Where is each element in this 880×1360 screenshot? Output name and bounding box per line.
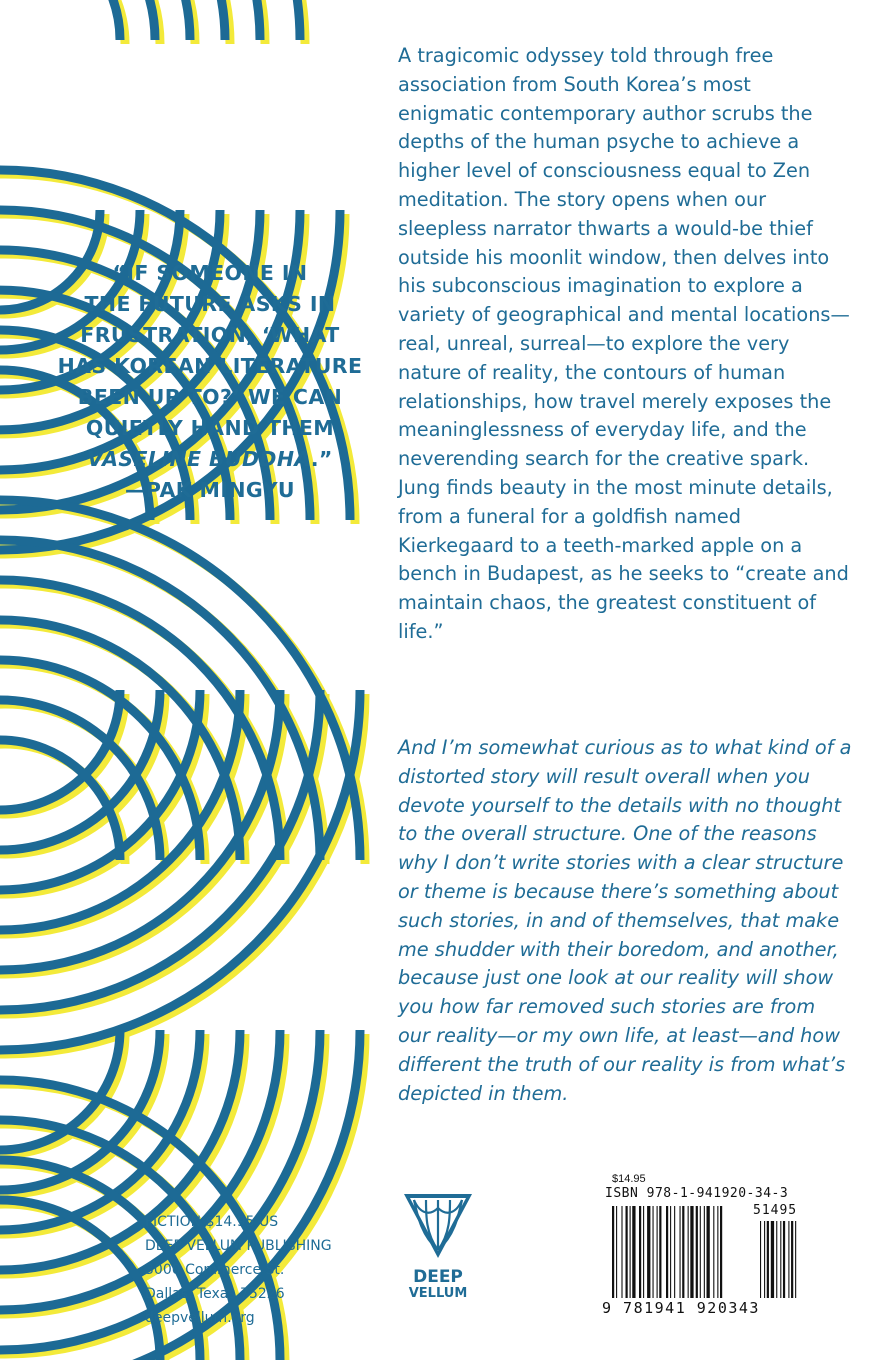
pull-quote-line: “IF SOMEONE IN (112, 261, 308, 285)
yellow-arc (0, 0, 125, 44)
isbn-barcode (600, 1168, 812, 1323)
excerpt-paragraph: And I’m somewhat curious as to what kind of a distorted story will result overall when you devote yourself to the details with no thought to the overall structure. One of the reasons why I don’t write stories with a clear structure or theme is because there’s something about such stories, in and of themselves, that make me shudder with their boredom, and another, because just one look at our reality will show you how far removed such stories are from our reality—or my own life, at least—and how different the truth of our reality is from what’s depicted in them. (398, 736, 852, 1105)
pull-quote-title-line (40, 444, 380, 475)
book-description (398, 42, 850, 647)
pull-quote (40, 258, 380, 506)
book-excerpt (398, 734, 853, 1108)
yellow-arc (0, 0, 160, 44)
logo-word-vellum: VELLUM (408, 1286, 468, 1301)
isbn-number: ISBN 978-1-941920-34-3 (605, 1186, 789, 1201)
publisher-street: 3000 Commerce St. (145, 1262, 285, 1278)
pull-quote-attribution: —PAK MINGYU (125, 478, 295, 502)
nib-fan-logo-icon (400, 1188, 476, 1262)
description-paragraph: A tragicomic odyssey told through free association from South Korea’s most enigmatic contemporary author scrubs the depths of the human psyche to achieve a higher level of consciousness equal to Zen meditation. The story opens when our sleepless narrator thwarts a would-be thief outside his moonlit window, then delves into his subconscious imagination to explore a variety of geographical and mental locations—real, unreal, surreal—to explore the very nature of reality, the contours of human relationships, how travel merely exposes the meaninglessness of everyday life, and the neverending search for the creative spark. Jung finds beauty in the most minute details, from a funeral for a goldfish named Kierkegaard to a teeth-marked apple on a bench in Budapest, as he seeks to “create and maintain chaos, the greatest constituent of life.” (398, 44, 850, 643)
price-addon-code: 51495 (753, 1203, 798, 1218)
pull-quote-line: THE FUTURE ASKS IN (84, 292, 336, 316)
barcode-digits: 9 781941 920343 (602, 1299, 760, 1317)
publisher-city: Dallas, Texas 75226 (145, 1286, 285, 1302)
deep-vellum-logo (398, 1188, 478, 1318)
blue-arc (0, 0, 120, 40)
pull-quote-close: .” (310, 447, 333, 471)
yellow-arc (0, 0, 195, 44)
pull-quote-line: FRUSTRATION, ‘WHAT (80, 323, 340, 347)
publisher-imprint (145, 1210, 332, 1330)
category-price: FICTION $14.95 US (145, 1214, 279, 1230)
pull-quote-line: HAS KOREAN LITERATURE (57, 354, 363, 378)
logo-word-deep: DEEP (413, 1267, 463, 1287)
barcode-price: $14.95 (612, 1173, 646, 1185)
publisher-name: DEEP VELLUM PUBLISHING (145, 1238, 332, 1254)
blue-arc (0, 0, 155, 40)
book-title-italic: VASELINE BUDDHA (87, 447, 311, 471)
pull-quote-line: BEEN UP TO?’ WE CAN (77, 385, 343, 409)
pull-quote-line: QUIETLY HAND THEM (85, 416, 335, 440)
publisher-website[interactable]: deepvellum.org (145, 1310, 255, 1326)
